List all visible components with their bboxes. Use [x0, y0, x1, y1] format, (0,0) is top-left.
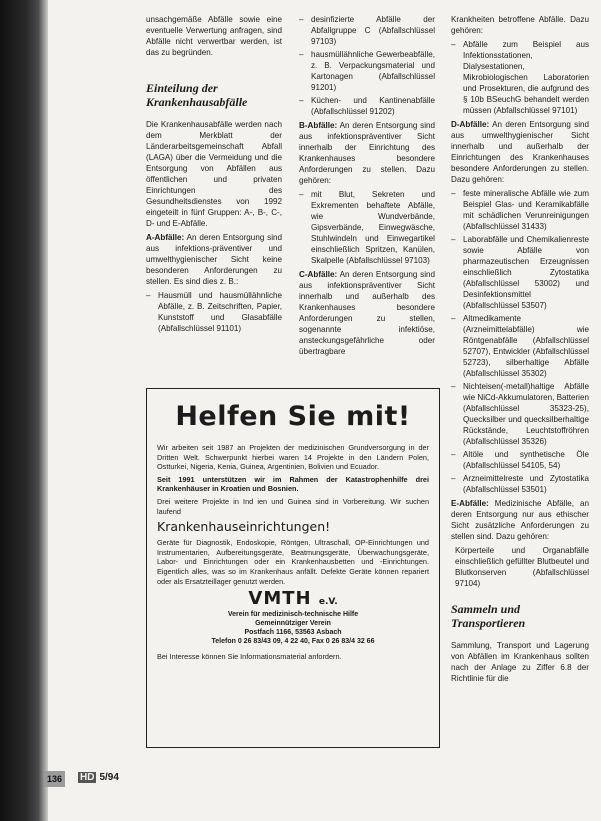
e-abfaelle-label: E-Abfälle:	[451, 499, 489, 508]
c-abfaelle-paragraph	[299, 269, 435, 357]
e-abfaelle-text: Medizinische Abfälle, an deren Entsorgung nur aus ethischer Sicht zusätzliche Anforderungen zu stellen sind. Dazu gehören:	[451, 499, 590, 541]
page-footer	[44, 769, 244, 789]
column-1	[146, 14, 282, 337]
advertisement-box	[146, 388, 440, 748]
b-abfaelle-label: B-Abfälle:	[299, 121, 338, 130]
b-abfaelle-list	[299, 189, 435, 266]
a-abfaelle-paragraph	[146, 232, 282, 287]
list-item: – Arzneimittelreste und Zytostatika (Abfallschlüssel 53501)	[451, 473, 589, 495]
ad-headline: Helfen Sie mit!	[175, 401, 411, 432]
c-abfaelle-list	[451, 39, 589, 116]
section-heading-einteilung: Einteilung der Krankenhausabfälle	[146, 81, 248, 109]
ad-paragraph-3: Drei weitere Projekte in Ind ien und Guinea sind in Vorbereitung. Wir suchen laufend	[157, 496, 429, 516]
col1-intro: unsachgemäße Abfälle sowie eine eventuelle Verwertung anfragen, sind Abfälle nicht verwertbar werden, ist das zu begründen.	[146, 15, 282, 57]
page-number: 136	[44, 771, 65, 787]
c-abfaelle-text: An deren Entsorgung sind aus infektionspräventiver Sicht innerhalb und außerhalb des Krankenhauses besondere Anforderungen zu stellen, sogenannte infektiöse, ansteckungsgefährliche oder übertragbare	[299, 270, 436, 356]
a-abfaelle-text: An deren Entsorgung sind aus infektions-präventiver und umwelthygienischer Sicht keine besonderen Anforderungen zu stellen. Es sind dies z. B.:	[146, 233, 283, 286]
col1-paragraph: Die Krankenhausabfälle werden nach dem Merkblatt der Länderarbeitsgemeinschaft Abfall (LAGA) über die Vermeidung und die Entsorgung von Abfällen aus öffentlichen und privaten Einrichtungen des Gesundheitsdienstes von 1992 eingeteilt in fünf Gruppen: A-, B-, C-, D- und E-Abfälle.	[146, 120, 282, 228]
address-line: Postfach 1166, 53563 Asbach	[244, 628, 342, 636]
address-line: Telefon 0 26 83/43 09, 4 22 40, Fax 0 26 83/4 32 66	[211, 637, 375, 645]
list-item: – hausmüllähnliche Gewerbeabfälle, z. B. Verpackungsmaterial und Kartonagen (Abfallschlüssel 91201)	[299, 49, 435, 93]
list-item: – feste mineralische Abfälle wie zum Beispiel Glas- und Keramikabfälle mit schädlichen Verunreinigungen (Abfallschlüssel 31433)	[451, 188, 589, 232]
address-line: Gemeinnütziger Verein	[255, 619, 331, 627]
magazine-logo: HD	[80, 772, 95, 783]
ad-paragraph-2: Seit 1991 unterstützen wir im Rahmen der Katastrophenhilfe drei Krankenhäuser in Kroatien und Bosnien.	[157, 474, 429, 494]
e-abfaelle-item: Körperteile und Organabfälle einschließlich gefüllter Blutbeutel und Blutkonserven (Abfallschlüssel 97104)	[455, 546, 589, 588]
org-suffix: e.V.	[318, 597, 338, 608]
d-abfaelle-label: D-Abfälle:	[451, 120, 490, 129]
list-item: – Küchen- und Kantinenabfälle (Abfallschlüssel 91202)	[299, 95, 435, 117]
address-line: Verein für medizinisch-technische Hilfe	[227, 610, 359, 618]
issue-label	[78, 772, 119, 783]
c-abfaelle-label: C-Abfälle:	[299, 270, 338, 279]
d-abfaelle-paragraph	[451, 119, 589, 185]
d-abfaelle-list	[451, 188, 589, 495]
column-2	[299, 14, 435, 360]
column-3	[451, 14, 589, 687]
e-abfaelle-paragraph	[451, 498, 589, 542]
list-item: – mit Blut, Sekreten und Exkrementen behaftete Abfälle, wie Wundverbände, Gipsverbände, Einwegwäsche, Stuhlwindeln und Einwegartikel einschließlich Spritzen, Kanülen, Skalpelle (Abfallschlüssel 97103)	[299, 189, 435, 266]
org-logo	[157, 588, 429, 610]
col3-end-paragraph: Sammlung, Transport und Lagerung von Abfällen im Krankenhaus sollten nach der Anlage zu Ziffer 6.8 der Richtlinie für die	[451, 641, 589, 683]
ad-paragraph-1: Wir arbeiten seit 1987 an Projekten der medizinischen Grundversorgung in der Dritten Welt. Schwerpunkt hierbei waren 14 Projekte in den Ländern Polen, Ostturkei, Nigeria, Kenia, Guinea, Argentinien, Bolivien und Ecuador.	[157, 443, 429, 472]
section-heading-sammeln: Sammeln und Transportieren	[451, 602, 526, 630]
list-item: – Altmedikamente (Arzneimittelabfälle) wie Röntgenabfälle (Abfallschlüssel 52707), Entwickler (Abfallschlüssel 52723), silberhaltige Abfälle (Abfallschlüssel 35302)	[451, 313, 589, 379]
ad-footer-text: Bei Interesse können Sie Informationsmaterial anfordern.	[157, 651, 342, 661]
a-abfaelle-list-continued	[299, 14, 435, 117]
org-name: VMTH	[248, 588, 312, 610]
list-item: – Abfälle zum Beispiel aus Infektionsstationen, Dialysestationen, Mikrobiologischen Laboratorien und Prosekturen, die aufgrund des § 10b BSeuchG behandelt werden müssen (Abfallschlüssel 97101)	[451, 39, 589, 116]
b-abfaelle-text: An deren Entsorgung sind aus infektionspräventiver Sicht innerhalb der Einrichtung des Krankenhauses besondere Anforderungen zu stellen. Dazu gehören:	[299, 121, 436, 185]
issue-number: 5/94	[99, 772, 119, 783]
a-abfaelle-label: A-Abfälle:	[146, 233, 185, 242]
ad-subheadline: Krankenhauseinrichtungen!	[157, 519, 331, 535]
list-item: – Nichteisen(-metall)haltige Abfälle wie NiCd-Akkumulatoren, Batterien (Abfallschlüssel 35323-25), Quecksilber und quecksilberhaltige Rückstände, Leuchtstoffröhren (Abfallschlüssel 35326)	[451, 381, 589, 447]
list-item: – desinfizierte Abfälle der Abfallgruppe C (Abfallschlüssel 97103)	[299, 14, 435, 47]
col3-intro: Krankheiten betroffene Abfälle. Dazu gehören:	[451, 15, 589, 35]
a-abfaelle-list	[146, 290, 282, 334]
org-address	[157, 610, 429, 646]
ad-paragraph-4: Geräte für Diagnostik, Endoskopie, Röntgen, Ultraschall, OP-Einrichtungen und Instrumentarien, Aufbereitungsgeräte, Beatmungsgeräte, Überwachungsgeräte, Labor- und Einrichtungen oder ein Krankenhausbetten und -Einrichtungen. Eigentlich alles, was so im Krankenhaus anfällt. Defekte Geräte können repariert oder als Ersatzteillager genutzt werden.	[157, 538, 429, 586]
d-abfaelle-text: An deren Entsorgung sind aus umwelthygienischer Sicht innerhalb und außerhalb der Einrichtungen des Krankenhauses besondere Anforderungen zu stellen. Dazu gehören:	[451, 120, 590, 184]
list-item: – Altöle und synthetische Öle (Abfallschlüssel 54105, 54)	[451, 449, 589, 471]
b-abfaelle-paragraph	[299, 120, 435, 186]
book-binding-shadow	[0, 0, 48, 821]
list-item: – Laborabfälle und Chemikalienreste sowie Abfälle von pharmazeutischen Erzeugnissen einschließlich Zytostatika (Abfallschlüssel 53002) und Desinfektionsmittel (Abfallschlüssel 53507)	[451, 234, 589, 311]
list-item: – Hausmüll und hausmüllähnliche Abfälle, z. B. Zeitschriften, Papier, Kunststoff und Glasabfälle (Abfallschlüssel 91101)	[146, 290, 282, 334]
